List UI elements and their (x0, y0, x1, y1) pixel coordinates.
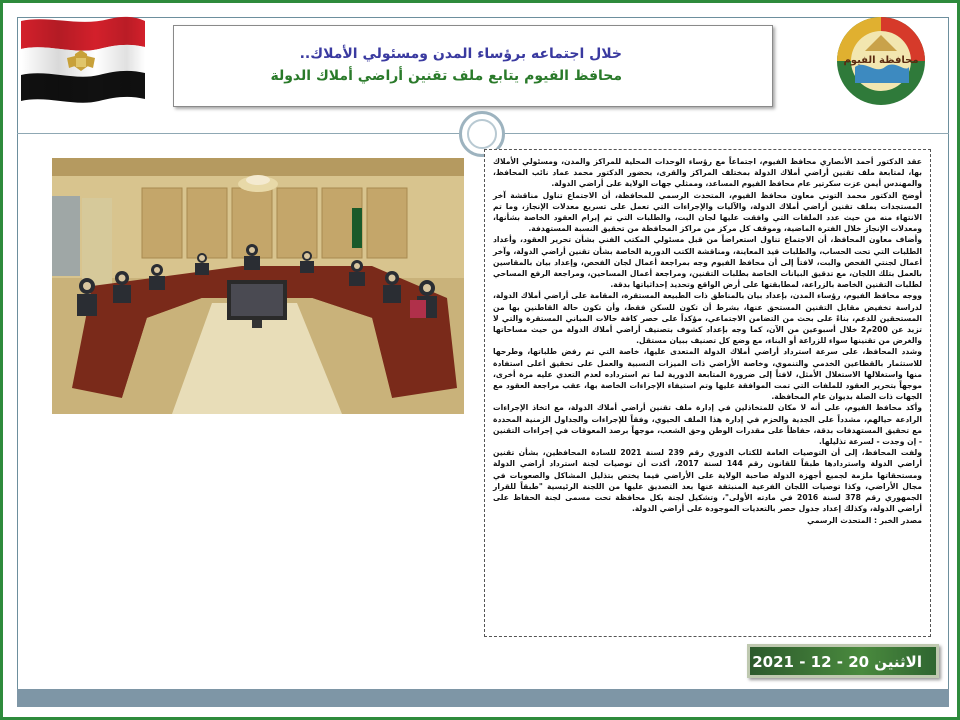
headline-line-2: محافظ الفيوم يتابع ملف تقنين أراضي أملاك الدولة (270, 68, 622, 84)
fayoum-governorate-logo (835, 15, 927, 107)
headline-line-1: خلال اجتماعه برؤساء المدن ومسئولي الأملاك.. (299, 46, 622, 62)
article-paragraph: ووجه محافظ الفيوم، رؤساء المدن، بإعداد بيان بالمناطق ذات الطبيعة المستقرة، المقامة على أراضي أملاك الدولة، لدراسة تخفيض مقابل التقنين المستحق عنها، بشرط أن تكون للسكن فقط، وأن تكون حالة القاطنين بها من المستحقين للدعم، بناءً على بحث من التضامن الاجتماعي، مؤكداً على حصر كافة حالات المباني المستقرة والتي لا تزيد عن 200م2 خلال أسبوعين من الآن، كما وجه بإعداد كشوف بتصنيف أراضي أملاك الدولة من حيث مساحاتها والغرض من تقنينها سواء للزراعة أو البناء، مع وضع كل تصنيف ببيان مستقل. (493, 291, 922, 346)
article-paragraph: وشدد المحافظ، على سرعة استرداد أراضي أملاك الدولة المتعدى عليها، خاصة التي تم رفض طلباتها، وطرحها للاستثمار بالقطاعين الخدمي والتنموي، وخاصة الأراضي ذات الميزات النسبية والعمل على تحقيق أعلى استفادة منها واستغلالها الاستغلال الأمثل، لافتاً إلى ضرورة المتابعة الدورية لما تم استرداده لعدم التعدي عليه مرة أخرى، موجهاً بتحرير العقود للملفات التي تمت الموافقة عليها وتم استيفاء الإجراءات الخاصة بها، عقب مراجعة العقود مع الجهات ذات الصلة بديوان عام المحافظة. (493, 347, 922, 402)
article-paragraph: ولفت المحافظ، إلى أن التوصيات العامة للكتاب الدوري رقم 239 لسنة 2021 للسادة المحافظين، بشأن تقنين أراضي الدولة واستردادها طبقاً للقانون رقم 144 لسنة 2017، أكدت أن توصيات لجنة استرداد أراضي الدولة ومستحقاتها ملزمة لجميع أجهزة الدولة صاحبة الولاية على الأراضي فيما يختص بتذليل المشاكل والصعوبات في مجال الأراضي، وكذا توصيات اللجان الفرعية المنبثقة عنها بعد التصديق عليها من اللجنة الرئيسية "طبقاً للقرار الجمهوري رقم 378 لسنة 2016 في مادته الأولى"، وتشكيل لجنة بكل محافظة تحت مسمى لجنة الحفاظ على أراضي الدولة، وكذلك إعداد جدول حصر بالتعديات الموجودة على أراضي الدولة. (493, 448, 923, 514)
article-paragraph: وأضاف معاون المحافظ، أن الاجتماع تناول استعراضاً من قبل مسئولي المكتب الفني بشأن تحرير العقود، وأعداد الطلبات التي تحت الحساب، والطلبات قيد المعاينة، ومناقشة الكتب الدورية الخاصة بشأن تقنين أراضي الدولة، وآخر أعمال لجنتي الفحص والبت، لافتاً إلى أن محافظ الفيوم وجه بمراجعة أعمال لجان الفحص، وإعداد بيان بالمقاسين بالعمل بتلك اللجان، مع تدقيق البيانات الخاصة بطلبات التقنين، ومراجعة أعمال المساحين، ومراجعة الرفع المساحي لطلبات التقنين الخاصة بالزراعة، لمطابقتها على أرض الواقع وتحديد إحداثياتها بدقة. (493, 235, 922, 290)
date-badge (747, 644, 939, 678)
article-body (484, 149, 931, 637)
date-text: الاثنين 20 - 12 - 2021 (752, 653, 922, 671)
bottom-band (17, 689, 949, 707)
meeting-photo (52, 158, 464, 414)
headline-box (173, 25, 773, 107)
article-paragraph: أوضح الدكتور محمد التوني معاون محافظ الفيوم، المتحدث الرسمي للمحافظة، أن الاجتماع تناول مناقشة آخر المستجدات بملف تقنين أراضي أملاك الدولة، والآليات والإجراءات التي تعمل على تسريع معدلات الإنجاز، وما تم الانتهاء منه من حيث عدد الملفات التي وافقت عليها لجان البت، والطلبات التي تم إبرام العقود الخاصة بشأنها، ومعدلات الإنجاز خلال الفترة الماضية، وموقف كل مركز من مراكز المحافظة من تحقيق النسبة المستهدفة. (493, 190, 922, 234)
logo-text: محافظة الفيوم (843, 55, 919, 66)
article-paragraph: عقد الدكتور أحمد الأنصاري محافظ الفيوم، اجتماعاً مع رؤساء الوحدات المحلية للمراكز والمدن، ومسئولي الأملاك بها، لمتابعة ملف تقنين أراضي أملاك الدولة بمختلف المراكز والقرى، بحضور الدكتور محمد عماد نائب المحافظ، والمهندس أيمن عزت سكرتير عام محافظ الفيوم المساعد، وممثلي جهات الولاية على أراضي الدولة. (493, 157, 922, 189)
article-source: مصدر الخبر : المتحدث الرسمي (807, 515, 922, 525)
egypt-flag-icon (19, 15, 147, 103)
article-paragraph: وأكد محافظ الفيوم، على أنه لا مكان للمتخاذلين في إدارة ملف تقنين أراضي أملاك الدولة، مع اتخاذ الإجراءات الرادعة حيالهم، مشدداً على الجدية والحزم في إدارة هذا الملف الحيوي، وفقاً للإجراءات والجداول الزمنية المحددة مع تحقيق المستهدفات بدقة، حفاظاً على مقدرات الوطن وحق الشعب، موجهاً برصد المعوقات في إجراءات التقنين - إن وجدت - لسرعة تذليلها. (493, 403, 922, 447)
